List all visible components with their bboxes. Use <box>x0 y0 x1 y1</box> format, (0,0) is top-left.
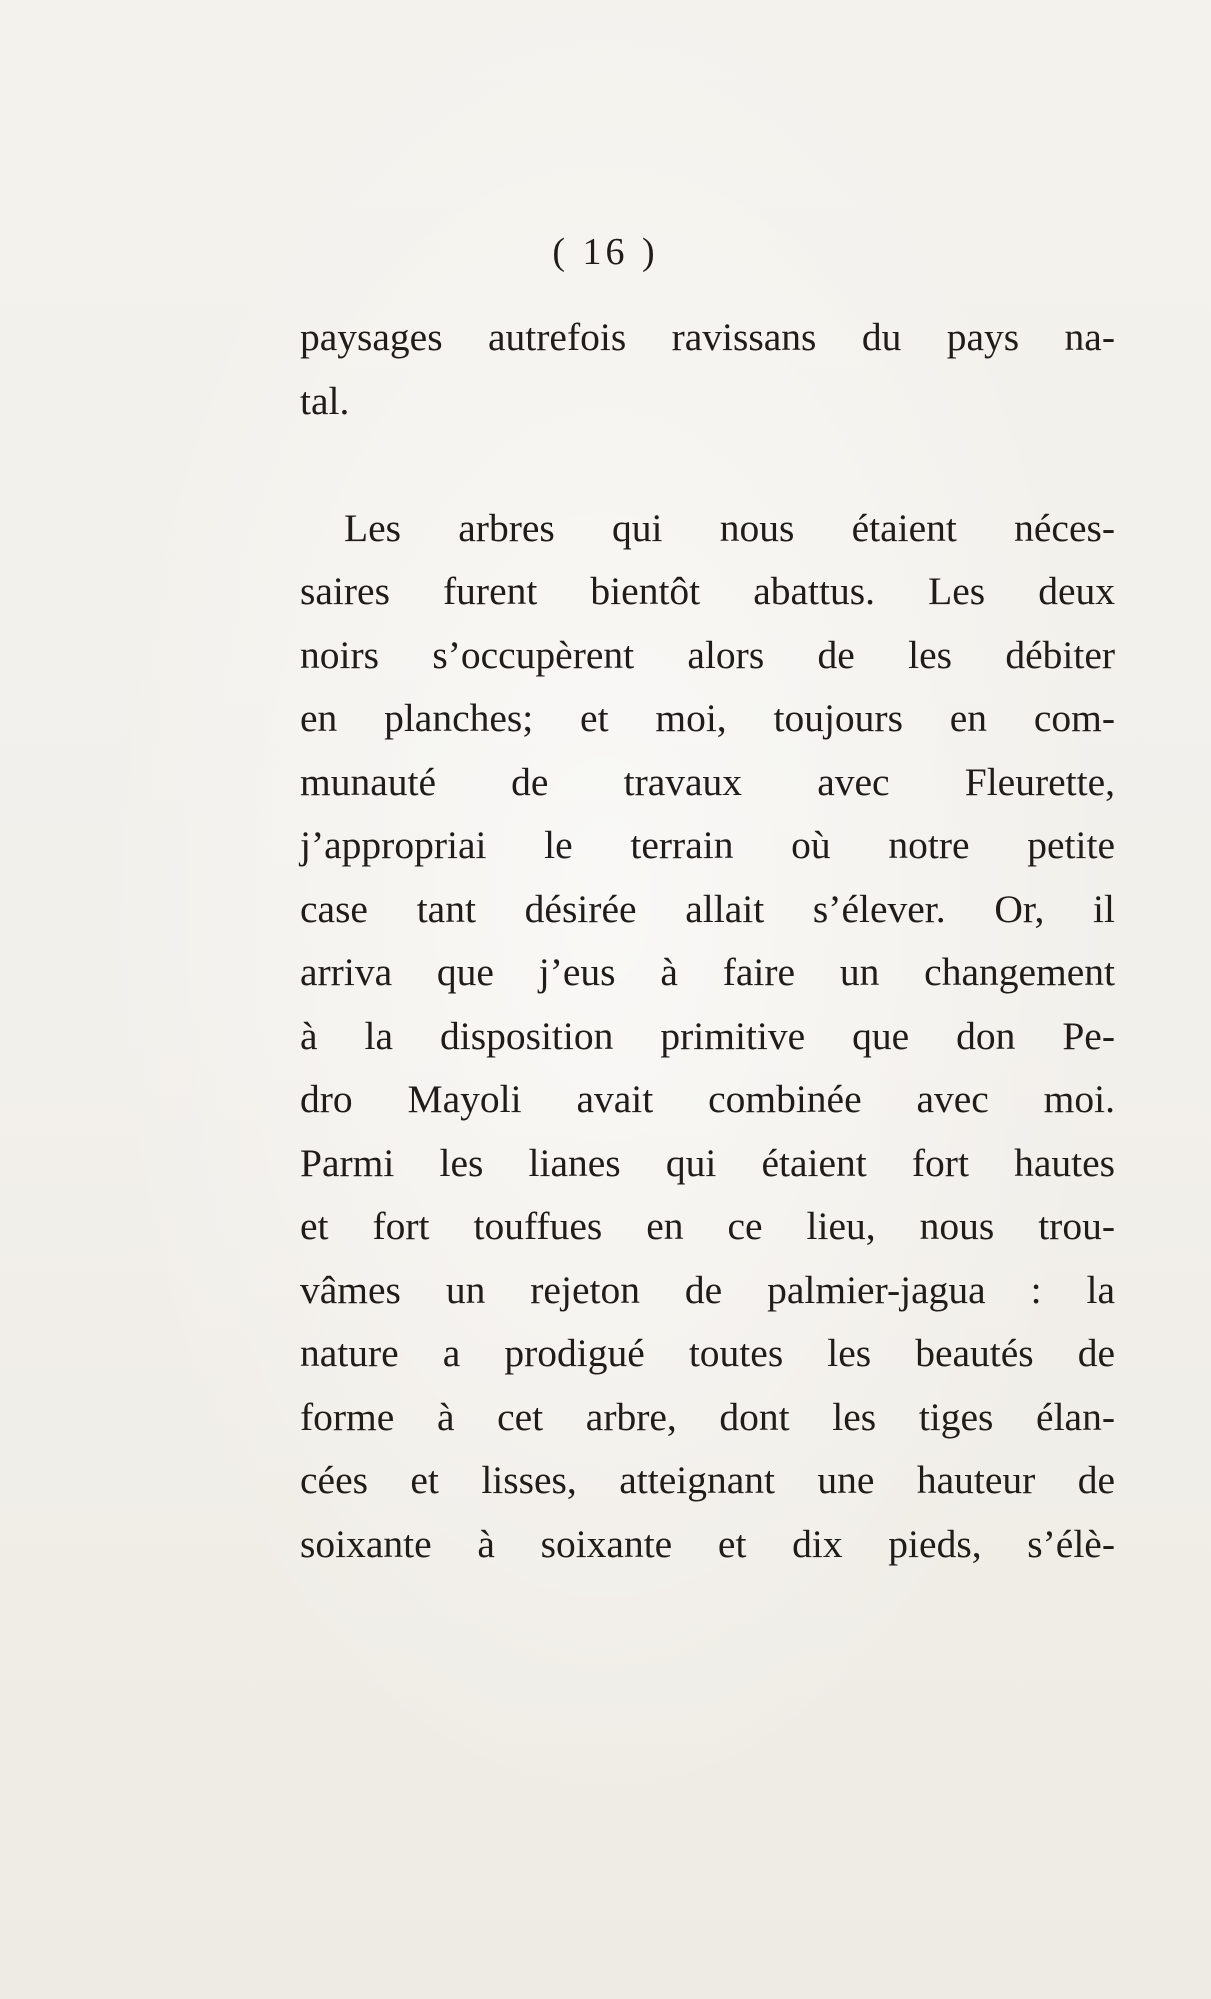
body-text <box>300 306 1115 1576</box>
text-line: à la disposition primitive que don Pe- <box>300 1013 1115 1058</box>
text-line: Les arbres qui nous étaient néces- <box>344 505 1115 550</box>
text-line: saires furent bientôt abattus. Les deux <box>300 569 1115 613</box>
text-line: cées et lisses, atteignant une hauteur de <box>300 1458 1115 1502</box>
text-line: vâmes un rejeton de palmier-jagua : la <box>300 1267 1115 1312</box>
paragraph-gap <box>300 433 1115 497</box>
text-line: nature a prodigué toutes les beautés de <box>300 1331 1115 1375</box>
text-line: forme à cet arbre, dont les tiges élan- <box>300 1394 1115 1439</box>
page-number: ( 16 ) <box>552 231 659 273</box>
text-line: soixante à soixante et dix pieds, s’élè- <box>300 1521 1115 1566</box>
text-line: Parmi les lianes qui étaient fort hautes <box>300 1140 1115 1185</box>
text-line: et fort touffues en ce lieu, nous trou- <box>300 1204 1115 1248</box>
text-line: tal. <box>300 378 350 423</box>
text-line: munauté de travaux avec Fleurette, <box>300 759 1115 804</box>
text-line: paysages autrefois ravissans du pays na- <box>300 315 1115 359</box>
text-line: dro Mayoli avait combinée avec moi. <box>300 1077 1115 1121</box>
text-line: case tant désirée allait s’élever. Or, il <box>300 886 1115 931</box>
text-line: j’appropriai le terrain où notre petite <box>300 823 1115 867</box>
paragraph-2 <box>300 497 1115 1577</box>
text-line: noirs s’occupèrent alors de les débiter <box>300 632 1115 677</box>
text-line: en planches; et moi, toujours en com- <box>300 696 1115 740</box>
paragraph-1 <box>300 306 1115 433</box>
text-line: arriva que j’eus à faire un changement <box>300 950 1115 994</box>
